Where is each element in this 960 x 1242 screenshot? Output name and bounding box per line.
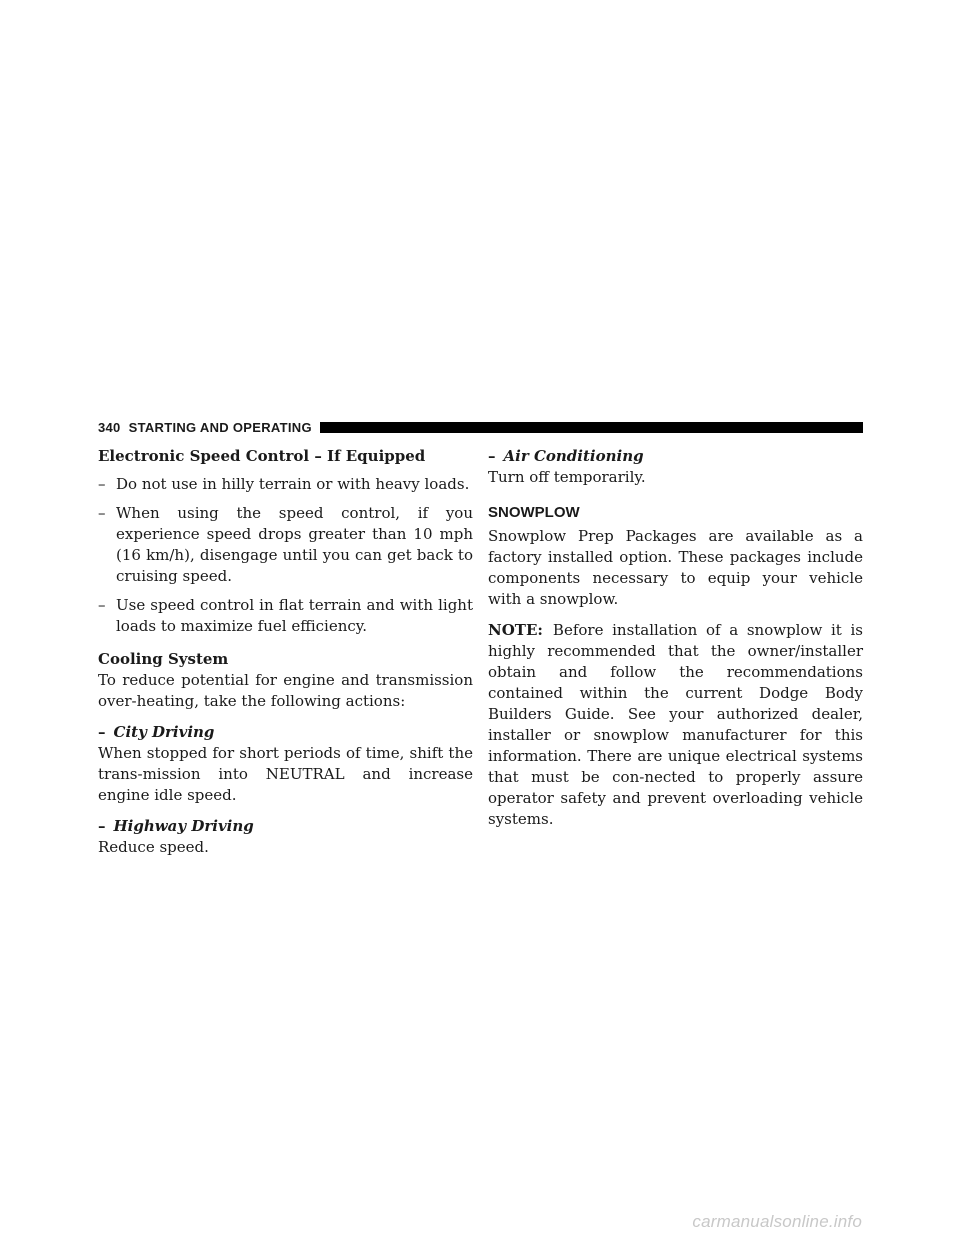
- snowplow-note: [488, 620, 863, 830]
- snowplow-title: SNOWPLOW: [488, 504, 580, 521]
- air-conditioning-text: Turn off temporarily.: [488, 468, 646, 486]
- bullet-text: When using the speed control, if you experience speed drops greater than 10 mph (16 km/h), disengage until you can get back to cruising speed.: [116, 504, 473, 585]
- city-driving-text: When stopped for short periods of time, shift the trans-mission into NEUTRAL and increase engine idle speed.: [98, 744, 473, 804]
- section-title: STARTING AND OPERATING: [128, 419, 312, 435]
- header-rule: [320, 422, 863, 433]
- air-conditioning-heading: [488, 446, 863, 467]
- speed-control-bullet: [98, 474, 473, 495]
- heading-dash: –: [98, 723, 106, 741]
- highway-driving-heading: [98, 816, 473, 837]
- heading-text: Highway Driving: [113, 817, 254, 835]
- highway-driving-text: Reduce speed.: [98, 838, 209, 856]
- left-column: [98, 446, 473, 868]
- bullet-dash: –: [98, 504, 106, 522]
- site-watermark: carmanualsonline.info: [692, 1212, 862, 1231]
- bullet-text: Do not use in hilly terrain or with heavy loads.: [116, 475, 470, 493]
- heading-text: Air Conditioning: [503, 447, 644, 465]
- snowplow-intro: Snowplow Prep Packages are available as a factory installed option. These packages include components necessary to equip your vehicle with a snowplow.: [488, 527, 863, 608]
- page-header: [98, 416, 863, 438]
- page-number: 340: [98, 419, 121, 435]
- speed-control-bullet: [98, 503, 473, 587]
- city-driving-heading: [98, 722, 473, 743]
- bullet-dash: –: [98, 596, 106, 614]
- right-column: [488, 446, 863, 840]
- cooling-heading: Cooling System: [98, 650, 229, 668]
- bullet-dash: –: [98, 475, 106, 493]
- note-label: NOTE:: [488, 621, 543, 639]
- speed-control-bullet: [98, 595, 473, 637]
- heading-dash: –: [488, 447, 496, 465]
- heading-text: City Driving: [113, 723, 215, 741]
- cooling-intro: To reduce potential for engine and transmission over-heating, take the following actions:: [98, 671, 473, 710]
- heading-dash: –: [98, 817, 106, 835]
- speed-control-heading: Electronic Speed Control – If Equipped: [98, 447, 426, 465]
- note-text: Before installation of a snowplow it is highly recommended that the owner/installer obtain and follow the recommendations contained within the current Dodge Body Builders Guide. See your authorized dealer, installer or snowplow manufacturer for this information. There are unique electrical systems that must be con-nected to properly assure operator safety and prevent overloading vehicle systems.: [488, 621, 863, 828]
- bullet-text: Use speed control in flat terrain and with light loads to maximize fuel efficiency.: [116, 596, 473, 635]
